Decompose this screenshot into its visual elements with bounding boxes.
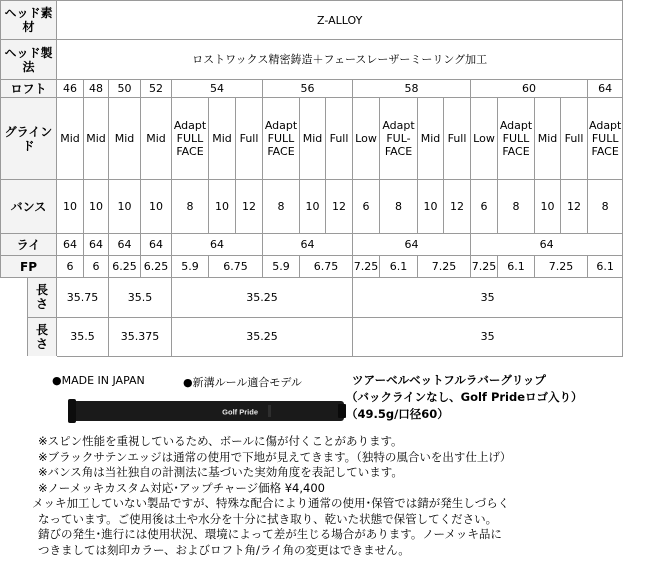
length-label-2: 長さ [28,318,56,357]
fp-cell: 7.25 [471,256,498,278]
length-row-2 [1,317,623,357]
fp-cell: 7.25 [535,256,588,278]
bounce-cell: 8 [263,180,300,234]
length-row-1 [1,278,623,318]
lie-cell: 64 [353,234,471,256]
lie-cell: 64 [109,234,141,256]
bounce-cell: 6 [353,180,380,234]
loft-cell: 52 [141,80,172,98]
loft-cell: 50 [109,80,141,98]
grip-brand-logo: Golf Pride [222,407,258,417]
grind-cell: Mid [141,98,172,180]
loft-row [1,80,623,98]
length-cell: 35.75 [57,278,109,318]
bullet-icon: ● [52,374,62,387]
grind-cell: Adapt FUL-FACE [380,98,418,180]
lie-cell: 64 [263,234,353,256]
notes [32,434,650,558]
fp-cell: 6.75 [300,256,353,278]
lie-cell: 64 [141,234,172,256]
lie-label: ライ [1,234,57,256]
grind-cell: Low [471,98,498,180]
bounce-cell: 10 [141,180,172,234]
bounce-label: バンス [1,180,57,234]
bounce-cell: 10 [109,180,141,234]
bounce-cell: 10 [300,180,326,234]
length-cell: 35.5 [109,278,172,318]
head-material-value: Z-ALLOY [57,1,623,40]
grip-image [68,396,348,426]
grind-cell: Full [561,98,588,180]
grind-label: グラインド [1,98,57,180]
grind-cell: Mid [209,98,236,180]
length-cell: 35.25 [172,317,353,357]
fp-cell: 6 [84,256,109,278]
bounce-cell: 12 [444,180,471,234]
fp-cell: 6.1 [498,256,535,278]
grind-cell: Mid [109,98,141,180]
fp-row [1,256,623,278]
grip-title-line: （49.5g/口径60） [346,407,449,421]
bounce-cell: 8 [588,180,623,234]
note-line: ※ノーメッキカスタム対応･アップチャージ価格 ¥4,400 [38,480,325,495]
made-in-japan-badge: ●MADE IN JAPAN [52,374,145,387]
grind-row [1,98,623,180]
lie-cell: 64 [84,234,109,256]
loft-cell: 56 [263,80,353,98]
loft-cell: 54 [172,80,263,98]
loft-cell: 58 [353,80,471,98]
bounce-cell: 8 [380,180,418,234]
grip-title [346,372,583,423]
grind-cell: Adapt FULL FACE [172,98,209,180]
grip-title-line: （バックラインなし、Golf Prideロゴ入り） [346,390,583,404]
fp-label: FP [1,256,57,278]
loft-cell: 64 [588,80,623,98]
lie-cell: 64 [57,234,84,256]
bounce-cell: 10 [57,180,84,234]
head-material-row [1,1,623,40]
bounce-cell: 10 [209,180,236,234]
fp-cell: 7.25 [353,256,380,278]
head-method-label: ヘッド製法 [1,40,57,80]
head-material-label: ヘッド素材 [1,1,57,40]
loft-cell: 60 [471,80,588,98]
fp-cell: 5.9 [263,256,300,278]
fp-cell: 6.25 [109,256,141,278]
length-label-1: 長さ [28,278,56,318]
grind-cell: Adapt FULL FACE [498,98,535,180]
head-method-row [1,40,623,80]
length-cell: 35 [353,278,623,318]
fp-cell: 6.1 [380,256,418,278]
note-line: ※バンス角は当社独自の計測法に基づいた実効角度を表記しています。 [38,465,403,479]
length-cell: 35.5 [57,317,109,357]
fp-cell: 6.25 [141,256,172,278]
grind-cell: Mid [84,98,109,180]
grip-title-line: ツアーベルベットフルラバーグリップ [352,373,546,387]
grind-cell: Adapt FULL FACE [588,98,623,180]
fp-cell: 6.75 [209,256,263,278]
grind-cell: Full [236,98,263,180]
bounce-cell: 10 [535,180,561,234]
note-line: ※スピン性能を重視しているため、ボールに傷が付くことがあります。 [38,434,403,448]
lie-row [1,234,623,256]
bounce-cell: 10 [418,180,444,234]
note-line: メッキ加工していない製品ですが、特殊な配合により通常の使用･保管では錆が発生しづらく [32,496,510,510]
lie-cell: 64 [172,234,263,256]
bounce-cell: 12 [561,180,588,234]
grind-cell: Mid [418,98,444,180]
head-method-value: ロストワックス精密鋳造＋フェースレーザーミーリング加工 [57,40,623,80]
loft-label: ロフト [1,80,57,98]
grind-cell: Full [444,98,471,180]
bounce-cell: 12 [326,180,353,234]
note-line: 錆びの発生･進行には使用状況、環境によって差が生じる場合があります。ノーメッキ品に [38,527,502,541]
length-row-blank [1,278,57,357]
loft-cell: 48 [84,80,109,98]
grind-cell: Mid [300,98,326,180]
fp-cell: 7.25 [418,256,471,278]
grind-cell: Adapt FULL FACE [263,98,300,180]
bounce-cell: 8 [498,180,535,234]
length-cell: 35.25 [172,278,353,318]
length-cell: 35.375 [109,317,172,357]
note-line: ※ブラックサテンエッジは通常の使用で下地が見えてきます。（独特の風合いを出す仕上げ） [38,449,512,464]
grind-cell: Low [353,98,380,180]
fp-cell: 5.9 [172,256,209,278]
grind-cell: Mid [535,98,561,180]
bounce-cell: 10 [84,180,109,234]
grind-cell: Mid [57,98,84,180]
bounce-cell: 8 [172,180,209,234]
groove-rule-badge: ●新溝ルール適合モデル [183,376,302,389]
bullet-icon: ● [183,376,193,389]
fp-cell: 6 [57,256,84,278]
note-line: なっています。ご使用後は土や水分を十分に拭き取り、乾いた状態で保管してください。 [38,511,498,526]
length-cell: 35 [353,317,623,357]
bounce-row [1,180,623,234]
lie-cell: 64 [471,234,623,256]
loft-cell: 46 [57,80,84,98]
bounce-cell: 12 [236,180,263,234]
bounce-cell: 6 [471,180,498,234]
fp-cell: 6.1 [588,256,623,278]
note-line: つきましては刻印カラー、およびロフト角/ライ角の変更はできません。 [38,542,410,557]
grind-cell: Full [326,98,353,180]
